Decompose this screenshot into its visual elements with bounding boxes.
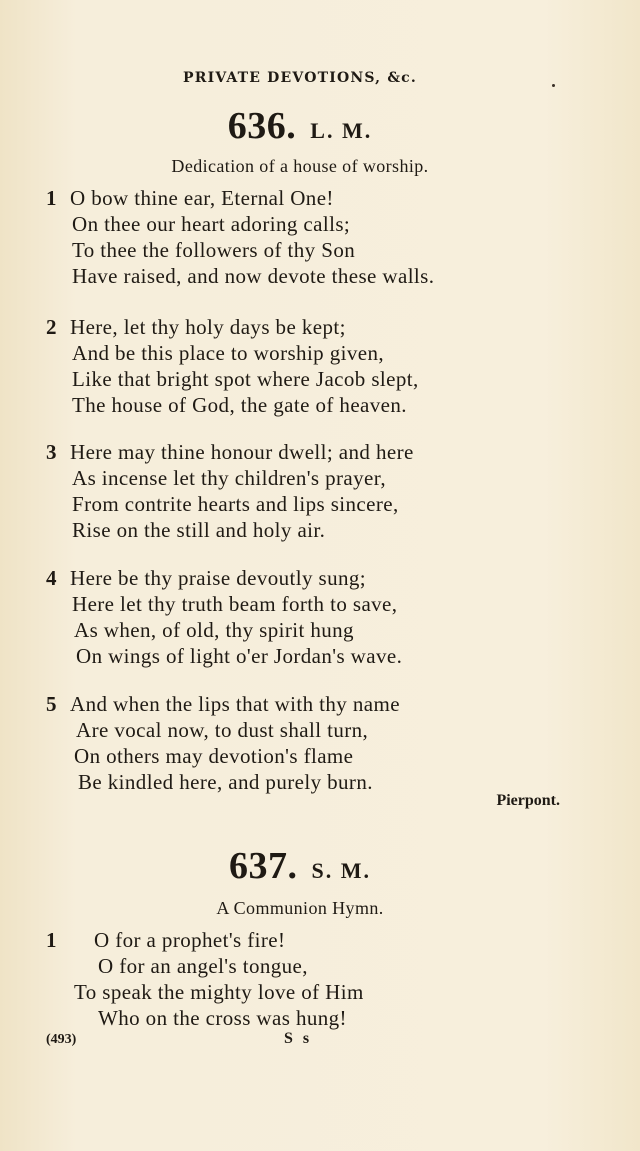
verse-line: From contrite hearts and lips sincere,	[72, 492, 399, 516]
verse-line: Here be thy praise devoutly sung;	[70, 566, 367, 590]
verse-line: Here let thy truth beam forth to save,	[72, 592, 398, 616]
verse-line: And when the lips that with thy name	[70, 692, 400, 716]
verse-line: Here may thine honour dwell; and here	[70, 440, 414, 464]
verse-line: On thee our heart adoring calls;	[72, 212, 351, 236]
stanza-number: 1	[46, 928, 57, 952]
hymn-636-meter: L. M.	[310, 118, 373, 143]
hymn-637-meter: S. M.	[311, 858, 371, 883]
verse-line: And be this place to worship given,	[72, 341, 385, 365]
stanza-number: 1	[46, 186, 57, 210]
verse-line: Are vocal now, to dust shall turn,	[76, 718, 369, 742]
stanza-number: 3	[46, 440, 57, 464]
verse-line: O bow thine ear, Eternal One!	[70, 186, 334, 210]
verse-line: O for a prophet's fire!	[94, 928, 286, 952]
verse-line: As incense let thy children's prayer,	[72, 466, 386, 490]
verse-line: Be kindled here, and purely burn.	[78, 770, 373, 794]
verse-line: O for an angel's tongue,	[98, 954, 308, 978]
hymn-636-number: 636.	[227, 105, 297, 147]
hymn-636-heading	[0, 104, 600, 148]
page-number: (493)	[46, 1032, 77, 1047]
verse-line: To speak the mighty love of Him	[74, 980, 364, 1004]
hymn-636-subtitle: Dedication of a house of worship.	[171, 156, 429, 176]
hymn-637-number: 637.	[229, 845, 298, 887]
verse-line: As when, of old, thy spirit hung	[74, 618, 354, 642]
stanza-number: 4	[46, 566, 57, 590]
verse-line: On wings of light o'er Jordan's wave.	[76, 644, 403, 668]
verse-line: Here, let thy holy days be kept;	[70, 315, 346, 339]
running-head: PRIVATE DEVOTIONS, &c.	[183, 70, 417, 86]
signature-mark: S s	[284, 1030, 313, 1047]
verse-line: To thee the followers of thy Son	[72, 238, 356, 262]
stanza-number: 5	[46, 692, 57, 716]
verse-line: Have raised, and now devote these walls.	[72, 264, 435, 288]
hymn-637-subtitle: A Communion Hymn.	[216, 898, 384, 918]
verse-line: Who on the cross was hung!	[98, 1006, 347, 1030]
verse-line: On others may devotion's flame	[74, 744, 354, 768]
verse-line: Rise on the still and holy air.	[72, 518, 326, 542]
hymn-636-author: Pierpont.	[496, 792, 560, 809]
hymn-637-heading	[0, 844, 600, 888]
stanza-number: 2	[46, 315, 57, 339]
verse-line: Like that bright spot where Jacob slept,	[72, 367, 419, 391]
verse-line: The house of God, the gate of heaven.	[72, 393, 407, 417]
